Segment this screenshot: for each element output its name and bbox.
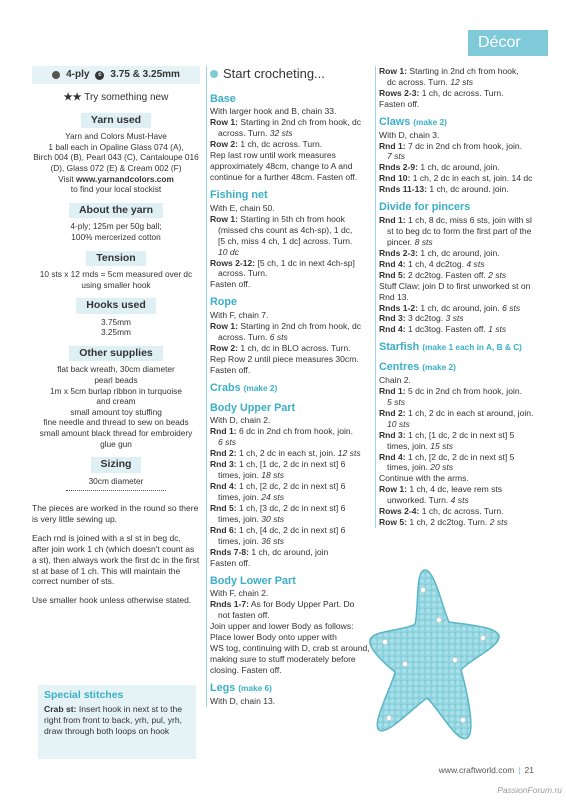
hook-line: 3.25mm bbox=[101, 327, 131, 338]
yarn-line: (D), Glass 072 (E) & Cream 002 (F) bbox=[50, 163, 182, 174]
pattern-line: Rep Row 2 until piece measures 30cm. bbox=[210, 353, 359, 364]
pattern-row-cont: not fasten off. bbox=[218, 610, 270, 621]
difficulty-stars: ★★ bbox=[63, 92, 82, 103]
pattern-line: With D, chain 2. bbox=[210, 415, 271, 426]
pattern-line: Stuff Claw; join D to first unworked st on bbox=[379, 280, 531, 291]
pattern-row: Rnd 5: 2 dc2tog. Fasten off. 2 sts bbox=[379, 269, 507, 280]
pattern-row: Row 1: Starting in 2nd ch from hook, bbox=[379, 66, 519, 76]
section-heading-rope: Rope bbox=[210, 296, 237, 309]
yarn-visit bbox=[32, 174, 200, 185]
pattern-row-cont: times, join. 24 sts bbox=[218, 491, 285, 502]
pattern-row-cont: across. Turn. bbox=[218, 268, 268, 279]
pattern-row-cont: dc across. Turn. 12 sts bbox=[387, 76, 473, 87]
supply-line: fine needle and thread to sew on beads bbox=[43, 417, 189, 428]
pattern-line: WS tog, continuing with D, crab st around, bbox=[210, 643, 370, 653]
sizing-heading: Sizing bbox=[91, 457, 142, 472]
pattern-row: Rnds 7-8: 1 ch, dc around, join bbox=[210, 546, 329, 557]
tension-line: using smaller hook bbox=[81, 279, 151, 290]
about-line: 100% mercerized cotton bbox=[71, 231, 161, 242]
pattern-column-right bbox=[375, 66, 541, 528]
start-title: Start crocheting... bbox=[223, 66, 325, 81]
pattern-row: Rnds 1-2: 1 ch, dc around, join. 6 sts bbox=[379, 302, 521, 313]
note-paragraph: Use smaller hook unless otherwise stated. bbox=[32, 595, 192, 606]
special-definition: Insert hook in next st to the right from front to back, yrh, pul, yrh, draw through both loops on hook bbox=[44, 704, 183, 737]
pattern-row: Rnd 4: 1 ch, [2 dc, 2 dc in next st] 6 bbox=[210, 481, 346, 491]
note-paragraph: The pieces are worked in the round so there is very little sewing up. bbox=[32, 503, 199, 525]
hooks-text bbox=[32, 317, 200, 338]
pattern-row-cont: times, join. 18 sts bbox=[218, 470, 285, 481]
pattern-row-cont: times, join. 20 sts bbox=[387, 462, 454, 473]
section-heading-pincers: Divide for pincers bbox=[379, 201, 471, 214]
section-heading-fishing-net: Fishing net bbox=[210, 189, 268, 201]
section-tab: Décor bbox=[468, 30, 548, 56]
yarn-weight-icon bbox=[52, 71, 60, 79]
yarn-used-text bbox=[32, 131, 200, 195]
section-heading-body-upper: Body Upper Part bbox=[210, 401, 296, 414]
pattern-row: Rnd 2: 1 ch, 2 dc in each st, join. 12 sts bbox=[210, 448, 361, 459]
pattern-row: Row 1: Starting in 5th ch from hook bbox=[210, 213, 345, 224]
pattern-line: Continue with the arms. bbox=[379, 473, 469, 484]
sizing-line: 30cm diameter bbox=[88, 475, 144, 486]
pattern-line: With F, chain 7. bbox=[210, 310, 269, 321]
difficulty bbox=[32, 92, 200, 105]
pattern-line: Fasten off. bbox=[210, 364, 251, 375]
pattern-row: Rnd 4: 1 ch, [2 dc, 2 dc in next st] 5 bbox=[379, 451, 515, 462]
pattern-row-cont: 7 sts bbox=[387, 151, 406, 162]
yarn-weight: 4-ply bbox=[66, 68, 90, 80]
supply-line: and cream bbox=[96, 396, 136, 407]
supply-line: 1m x 5cm burlap ribbon in turquoise bbox=[50, 385, 182, 396]
yarn-stockist: to find your local stockist bbox=[70, 184, 162, 195]
pattern-line: With D, chain 3. bbox=[379, 129, 440, 140]
starfish-body bbox=[370, 570, 499, 739]
yarn-line: 1 ball each in Opaline Glass 074 (A), bbox=[48, 141, 184, 152]
pattern-row-cont: 5 sts bbox=[387, 396, 406, 407]
pattern-row: Rnds 2-9: 1 ch, dc around, join. bbox=[379, 162, 500, 173]
pattern-line: With larger hook and B, chain 33. bbox=[210, 106, 337, 117]
hook-line: 3.75mm bbox=[101, 316, 131, 327]
pattern-row-cont: 10 sts bbox=[387, 418, 410, 429]
special-stitches-heading: Special stitches bbox=[44, 689, 124, 701]
pattern-row-cont: times, join. 30 sts bbox=[218, 513, 285, 524]
supply-line: small amount toy stuffing bbox=[70, 406, 162, 417]
yarn-website-link[interactable]: www.yarnandcolors.com bbox=[75, 173, 174, 184]
tension-heading: Tension bbox=[86, 251, 145, 266]
page-number: 21 bbox=[524, 765, 534, 775]
pattern-row: Rows 2-12: [5 ch, 1 dc in next 4ch-sp] bbox=[210, 257, 355, 268]
section-heading-base: Base bbox=[210, 92, 236, 105]
yarn-line: Yarn and Colors Must-Have bbox=[65, 131, 167, 142]
pattern-line: Rnd 13. bbox=[379, 291, 409, 302]
pattern-row: Rnds 11-13: 1 ch, dc around. join. bbox=[379, 184, 509, 195]
pattern-row: Rnd 2: 1 ch, 2 dc in each st around, join. bbox=[379, 407, 534, 418]
special-term: Crab st: bbox=[44, 704, 77, 715]
sidebar-column bbox=[32, 66, 200, 614]
tension-text bbox=[32, 269, 200, 290]
pattern-row-cont: st to beg dc to form the first part of the bbox=[387, 225, 532, 236]
section-heading-body-lower: Body Lower Part bbox=[210, 574, 296, 587]
pattern-row: Row 2: 1 ch, dc in BLO across. Turn. bbox=[210, 342, 351, 353]
pearl-bead bbox=[453, 658, 458, 663]
supplies-text bbox=[32, 364, 200, 449]
pattern-line: Place lower Body onto upper with bbox=[210, 632, 337, 643]
section-heading-legs: Legs (make 6) bbox=[210, 681, 272, 694]
pattern-line: Fasten off. bbox=[210, 279, 251, 290]
section-heading-centres: Centres (make 2) bbox=[379, 361, 456, 374]
special-stitches-box bbox=[38, 685, 196, 759]
hook-sizes: 3.75 & 3.25mm bbox=[110, 68, 180, 80]
starfish-photo bbox=[365, 560, 505, 750]
tension-line: 10 sts x 12 rnds = 5cm measured over dc bbox=[39, 268, 193, 279]
pattern-row: Rnd 3: 1 ch, [1 dc, 2 dc in next st] 6 bbox=[210, 459, 346, 470]
pearl-bead bbox=[387, 716, 392, 721]
pattern-row: Row 1: Starting in 2nd ch from hook, dc bbox=[210, 321, 362, 332]
footer-website[interactable]: www.craftworld.com bbox=[438, 765, 515, 775]
yarn-hook-bar bbox=[32, 66, 200, 84]
yarn-line: Birch 004 (B), Pearl 043 (C), Cantaloupe 016 bbox=[33, 152, 199, 163]
pattern-row-cont: unworked. Turn. 4 sts bbox=[387, 495, 469, 506]
footer-separator: | bbox=[518, 765, 521, 775]
supply-line: glue gun bbox=[100, 438, 132, 449]
about-yarn-text bbox=[32, 221, 200, 242]
pattern-line: approximately 48cm, change to A and bbox=[210, 161, 353, 172]
special-stitch-text bbox=[44, 704, 190, 737]
pattern-row: Row 5: 1 ch, 2 dc2tog. Turn. 2 sts bbox=[379, 517, 508, 528]
pattern-row: Rnds 1-7: As for Body Upper Part. Do bbox=[210, 599, 355, 610]
bullet-icon bbox=[210, 70, 218, 78]
supply-line: small amount black thread for embroidery bbox=[39, 427, 193, 438]
pattern-row-cont: 6 sts bbox=[218, 437, 237, 448]
pattern-row-cont: 10 dc bbox=[218, 246, 239, 257]
pattern-row-cont: across. Turn. 6 sts bbox=[218, 332, 288, 342]
pattern-row-cont: across. Turn. 32 sts bbox=[218, 128, 293, 139]
sizing-text bbox=[32, 476, 200, 487]
pattern-line: continue for a further 48cm. Fasten off. bbox=[210, 172, 358, 183]
pattern-line: making sure to stuff moderately before bbox=[210, 653, 356, 664]
pattern-line: With D, chain 13. bbox=[210, 695, 276, 706]
about-line: 4-ply; 125m per 50g ball; bbox=[70, 221, 162, 232]
supply-line: flat back wreath, 30cm diameter bbox=[57, 364, 175, 375]
pearl-bead bbox=[383, 640, 388, 645]
pattern-row-cont: times, join. 36 sts bbox=[218, 535, 285, 546]
supplies-heading: Other supplies bbox=[69, 346, 163, 361]
pearl-bead bbox=[437, 618, 442, 623]
section-heading-claws: Claws (make 2) bbox=[379, 115, 447, 128]
pattern-row: Rnd 5: 1 ch, [3 dc, 2 dc in next st] 6 bbox=[210, 502, 346, 513]
note-paragraph: Each rnd is joined with a sl st in beg dc, after join work 1 ch (which doesn't count as a st), then always work the first dc in the first st at base of 1 ch. This will maintain the correct number of sts. bbox=[32, 532, 200, 587]
pattern-row: Rnd 1: 5 dc in 2nd ch from hook, join. bbox=[379, 385, 522, 396]
pattern-row: Rnd 1: 7 dc in 2nd ch from hook, join. bbox=[379, 140, 522, 151]
pearl-bead bbox=[481, 636, 486, 641]
pattern-row-cont: pincer. 8 sts bbox=[387, 236, 433, 247]
page-footer bbox=[439, 765, 534, 776]
pattern-row: Rnds 2-3: 1 ch, dc around, join. bbox=[379, 247, 500, 258]
pattern-row: Rnd 1: 1 ch, 8 dc, miss 6 sts, join with sl bbox=[379, 215, 532, 225]
pattern-row: Rnd 4: 1 ch, 4 dc2tog. 4 sts bbox=[379, 258, 485, 269]
section-heading-starfish: Starfish (make 1 each in A, B & C) bbox=[379, 341, 522, 354]
pattern-column-middle bbox=[206, 66, 372, 707]
section-heading-crabs: Crabs (make 2) bbox=[210, 381, 278, 394]
pattern-line: With F, chain 2. bbox=[210, 588, 269, 599]
divider bbox=[66, 490, 166, 491]
hooks-heading: Hooks used bbox=[76, 298, 156, 313]
pattern-row: Rows 2-4: 1 ch, dc across. Turn. bbox=[379, 506, 504, 517]
pattern-row: Rnd 1: 6 dc in 2nd ch from hook, join. bbox=[210, 426, 353, 437]
visit-prefix: Visit bbox=[58, 173, 76, 184]
hook-icon: c bbox=[95, 71, 104, 80]
difficulty-label: Try something new bbox=[84, 92, 169, 103]
pattern-row: Rows 2-3: 1 ch, dc across. Turn. bbox=[379, 87, 504, 98]
pearl-bead bbox=[421, 588, 426, 593]
pattern-row: Rnd 10: 1 ch, 2 dc in each st, join. 14 dc bbox=[379, 173, 533, 184]
pattern-line: Fasten off. bbox=[210, 557, 251, 568]
pattern-row: Rnd 6: 1 ch, [4 dc, 2 dc in next st] 6 bbox=[210, 524, 346, 535]
pattern-line: closing. Fasten off. bbox=[210, 664, 282, 675]
pattern-row: Row 1: 1 ch, 4 dc, leave rem sts bbox=[379, 484, 503, 495]
pattern-row: Rnd 4: 1 dc3tog. Fasten off. 1 sts bbox=[379, 324, 507, 335]
pattern-row: Rnd 3: 1 ch, [1 dc, 2 dc in next st] 5 bbox=[379, 429, 515, 440]
pattern-row-cont: times, join. 15 sts bbox=[387, 440, 454, 451]
pattern-row: Row 2: 1 ch, dc across. Turn. bbox=[210, 139, 323, 150]
pattern-line: Chain 2. bbox=[379, 374, 411, 385]
pattern-line: Join upper and lower Body as follows: bbox=[210, 621, 354, 632]
about-yarn-heading: About the yarn bbox=[69, 203, 163, 218]
pattern-row-cont: [5 ch, miss 4 ch, 1 dc] across. Turn. bbox=[218, 235, 353, 246]
pattern-row: Rnd 3: 3 dc2tog. 3 sts bbox=[379, 313, 464, 324]
pattern-line: Fasten off. bbox=[379, 98, 420, 109]
pattern-row-cont: (missed chs count as 4ch-sp), 1 dc, bbox=[218, 224, 353, 235]
start-heading bbox=[210, 66, 372, 83]
pattern-line: Rep last row until work measures bbox=[210, 150, 336, 161]
yarn-used-heading: Yarn used bbox=[81, 113, 151, 128]
pearl-bead bbox=[461, 718, 466, 723]
watermark: PassionForum.ru bbox=[497, 785, 562, 795]
pearl-bead bbox=[403, 662, 408, 667]
pattern-row: Row 1: Starting in 2nd ch from hook, dc bbox=[210, 117, 362, 128]
pattern-line: With E, chain 50. bbox=[210, 202, 275, 213]
supply-line: pearl beads bbox=[94, 374, 138, 385]
